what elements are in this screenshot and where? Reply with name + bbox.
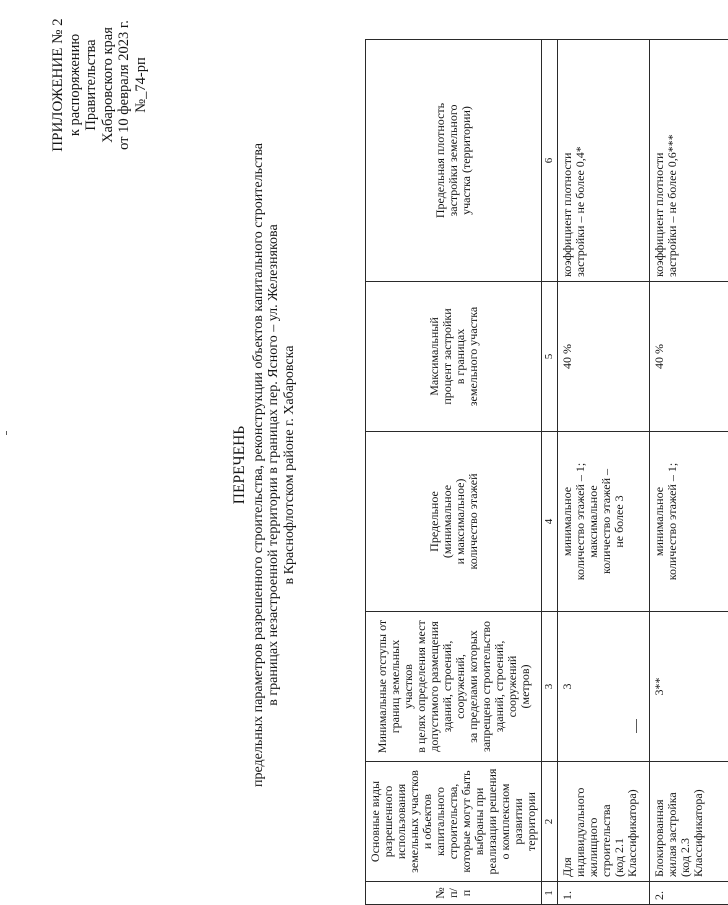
column-number: 6 (542, 40, 558, 282)
column-number: 1 (542, 882, 558, 905)
column-number-row (542, 40, 558, 905)
parameters-table (365, 39, 728, 905)
row-number: 2. (650, 882, 728, 905)
row-use-type: Блокированная жилая застройка (код 2.3 Классификатора) (650, 762, 728, 882)
column-number: 3 (542, 612, 558, 762)
row-floors: минимальное количество этажей – 1; максимальное количество этажей – не более 3 (558, 432, 650, 612)
header-cell-setbacks: Минимальные отступы от границ земельных участков в целях определения мест допустимого размещения зданий, строений, сооружений, за пределами которых запрещено строительство зданий, строений, сооружений (метров) (366, 612, 542, 762)
appendix-date: от 10 февраля 2023 г. №_74-рп (116, 20, 149, 150)
appendix-line: Правительства (83, 39, 99, 131)
row-density: коэффициент плотности застройки – не более 0,4* (558, 40, 650, 282)
document-subtitle-line: в границах незастроенной территории в границах пер. Ясного – ул. Железнякова (266, 224, 281, 706)
column-number: 5 (542, 282, 558, 432)
appendix-line: к распоряжению (66, 33, 83, 137)
header-cell-coverage: Максимальный процент застройки в границах земельного участка (366, 282, 542, 432)
appendix-header (50, 10, 149, 160)
row-setback: 3 (558, 612, 650, 762)
header-cell-number: № п/п (366, 882, 542, 905)
row-density: коэффициент плотности застройки – не более 0,6*** (650, 40, 728, 282)
row-use-type: Для индивидуального жилищного строительства (код 2.1 Классификатора) (558, 762, 650, 882)
document-title: ПЕРЕЧЕНЬ (231, 425, 248, 505)
column-number: 2 (542, 762, 558, 882)
row-floors: минимальное количество этажей – 1; (650, 432, 728, 612)
row-coverage: 40 % (558, 282, 650, 432)
row-setback: 3** (650, 612, 728, 762)
column-number: 4 (542, 432, 558, 612)
table-header-row (366, 40, 542, 905)
header-cell-floors: Предельное (минимальное и максимальное) количество этажей (366, 432, 542, 612)
row-coverage: 40 % (650, 282, 728, 432)
appendix-line: Хабаровского края (99, 27, 116, 143)
table-row (558, 40, 650, 905)
document-subtitle-line: в Краснофлотском районе г. Хабаровска (281, 345, 297, 585)
header-cell-density: Предельная плотность застройки земельного участка (территории) (366, 40, 542, 282)
document-title-block (232, 120, 297, 810)
row-number: 1. (558, 882, 650, 905)
table-row (650, 40, 728, 905)
appendix-title: ПРИЛОЖЕНИЕ № 2 (50, 18, 66, 152)
document-subtitle-line: предельных параметров разрешенного строительства, реконструкции объектов капитального строительства (250, 143, 266, 787)
header-cell-use-type: Основные виды разрешенного использования земельных участков и объектов капитального строительства, которые могут быть выбраны при реализации решения о комплексном развитии территории (366, 762, 542, 882)
scan-mark (6, 431, 7, 435)
